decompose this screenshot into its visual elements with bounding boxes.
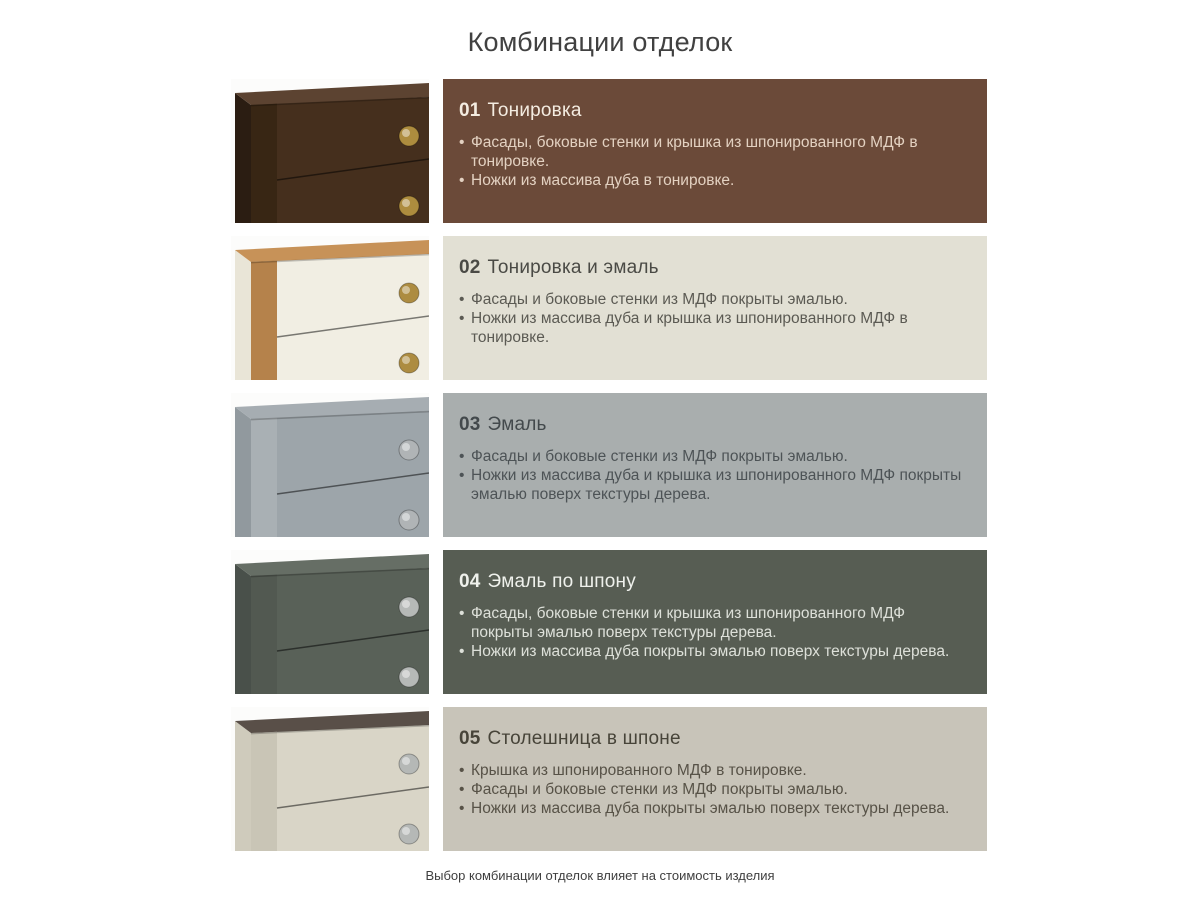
finish-panel — [443, 79, 987, 223]
finish-name: Эмаль по шпону — [487, 571, 636, 592]
knob-highlight — [402, 129, 410, 137]
finish-title — [459, 728, 967, 750]
finish-name: Эмаль — [487, 414, 547, 435]
knob-highlight — [402, 513, 410, 521]
finish-panel — [443, 707, 987, 851]
knob-highlight — [402, 670, 410, 678]
dresser-corner-leg — [251, 732, 277, 851]
dresser-photo — [231, 550, 429, 694]
finish-panel — [443, 550, 987, 694]
drawer-knob-bottom — [399, 824, 419, 844]
finish-bullets — [459, 761, 967, 818]
knob-highlight — [402, 600, 410, 608]
footer-note: Выбор комбинации отделок влияет на стоимость изделия — [425, 868, 775, 883]
dresser-corner-leg — [251, 418, 277, 537]
knob-highlight — [402, 757, 410, 765]
finish-title — [459, 257, 967, 279]
finish-bullets — [459, 133, 967, 190]
section-title: Комбинации отделок — [467, 27, 733, 57]
bullet-item: • Фасады, боковые стенки и крышка из шпонированного МДФ в тонировке. — [459, 133, 967, 171]
finish-title — [459, 100, 967, 122]
finish-row-02 — [231, 236, 987, 380]
knob-highlight — [402, 443, 410, 451]
knob-highlight — [402, 827, 410, 835]
dresser-photo — [231, 393, 429, 537]
drawer-knob-bottom — [399, 510, 419, 530]
bullet-item: • Ножки из массива дуба и крышка из шпонированного МДФ в тонировке. — [459, 309, 967, 347]
bullet-item: • Крышка из шпонированного МДФ в тонировке. — [459, 761, 967, 780]
finish-bullets — [459, 290, 967, 347]
drawer-knob-top — [399, 440, 419, 460]
drawer-knob-bottom — [399, 196, 419, 216]
dresser-side-panel — [235, 564, 251, 694]
finish-rows — [231, 79, 987, 851]
dresser-corner-render — [231, 393, 429, 537]
finish-panel — [443, 393, 987, 537]
finish-bullets — [459, 447, 967, 504]
finish-number: 03 — [459, 414, 481, 435]
knob-highlight — [402, 356, 410, 364]
finish-row-04 — [231, 550, 987, 694]
dresser-corner-leg — [251, 104, 277, 223]
bullet-item: • Ножки из массива дуба покрыты эмалью поверх текстуры дерева. — [459, 799, 967, 818]
dresser-corner-render — [231, 79, 429, 223]
dresser-side-panel — [235, 407, 251, 537]
drawer-knob-bottom — [399, 353, 419, 373]
bullet-item: • Ножки из массива дуба и крышка из шпонированного МДФ покрыты эмалью поверх текстуры дерева. — [459, 466, 967, 504]
finish-row-05 — [231, 707, 987, 851]
bullet-item: • Фасады, боковые стенки и крышка из шпонированного МДФ покрыты эмалью поверх текстуры дерева. — [459, 604, 967, 642]
drawer-knob-top — [399, 283, 419, 303]
finish-bullets — [459, 604, 967, 661]
finish-name: Тонировка и эмаль — [487, 257, 659, 278]
knob-highlight — [402, 199, 410, 207]
dresser-corner-render — [231, 550, 429, 694]
knob-highlight — [402, 286, 410, 294]
finish-row-03 — [231, 393, 987, 537]
drawer-knob-top — [399, 597, 419, 617]
dresser-photo — [231, 79, 429, 223]
dresser-photo — [231, 236, 429, 380]
drawer-knob-top — [399, 126, 419, 146]
finish-title — [459, 571, 967, 593]
bullet-item: • Ножки из массива дуба покрыты эмалью поверх текстуры дерева. — [459, 642, 967, 661]
finish-panel — [443, 236, 987, 380]
dresser-corner-leg — [251, 261, 277, 380]
dresser-side-panel — [235, 721, 251, 851]
finish-title — [459, 414, 967, 436]
drawer-knob-bottom — [399, 667, 419, 687]
finish-number: 02 — [459, 257, 481, 278]
bullet-item: • Фасады и боковые стенки из МДФ покрыты эмалью. — [459, 780, 967, 799]
finish-row-01 — [231, 79, 987, 223]
finish-number: 05 — [459, 728, 481, 749]
drawer-knob-top — [399, 754, 419, 774]
finish-number: 04 — [459, 571, 481, 592]
bullet-item: • Фасады и боковые стенки из МДФ покрыты эмалью. — [459, 290, 967, 309]
bullet-item: • Фасады и боковые стенки из МДФ покрыты эмалью. — [459, 447, 967, 466]
dresser-corner-render — [231, 707, 429, 851]
finish-name: Тонировка — [487, 100, 582, 121]
bullet-item: • Ножки из массива дуба в тонировке. — [459, 171, 967, 190]
dresser-side-panel — [235, 93, 251, 223]
dresser-side-panel — [235, 250, 251, 380]
dresser-corner-leg — [251, 575, 277, 694]
finish-number: 01 — [459, 100, 481, 121]
finish-name: Столешница в шпоне — [487, 728, 681, 749]
dresser-photo — [231, 707, 429, 851]
dresser-corner-render — [231, 236, 429, 380]
